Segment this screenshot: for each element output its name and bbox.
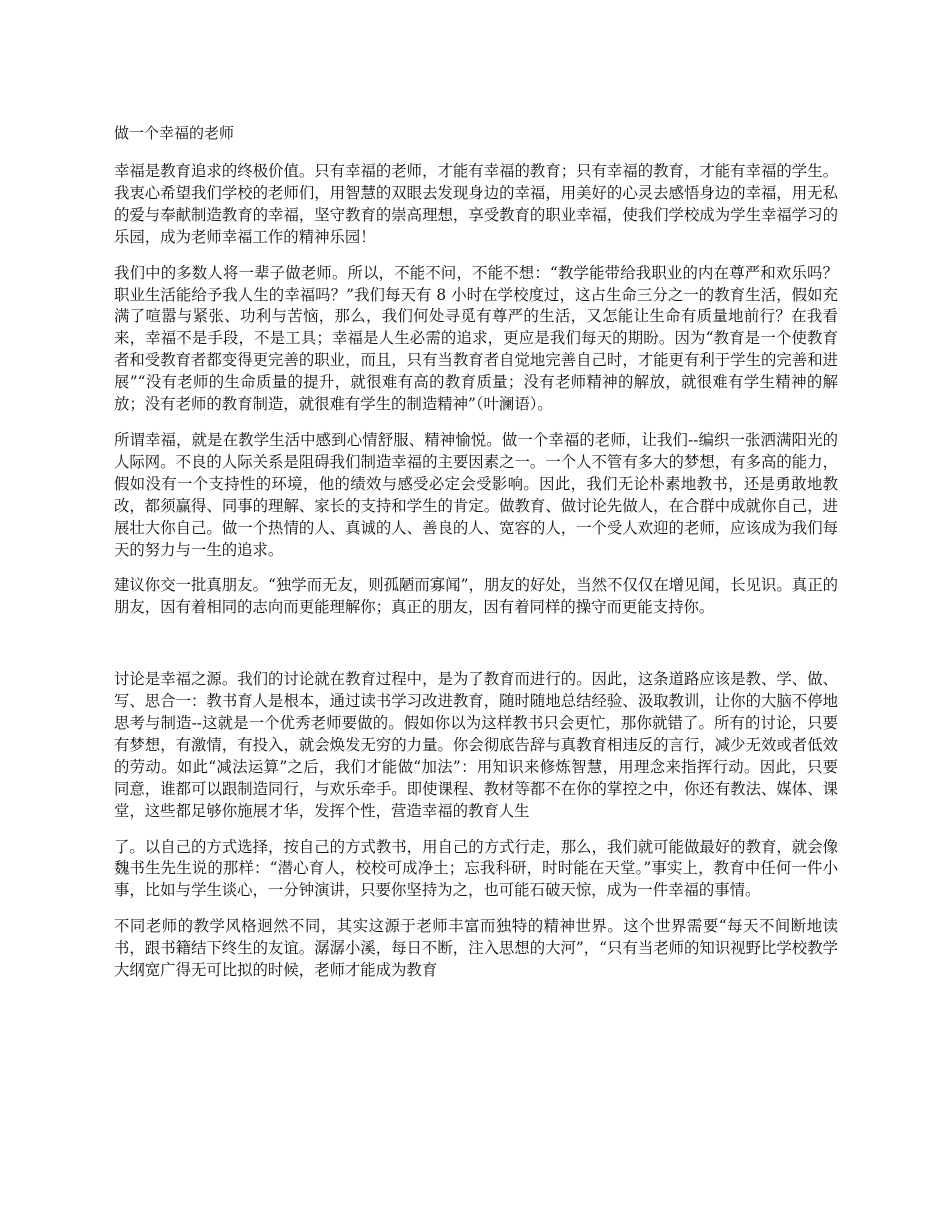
paragraph-teaching-style: 不同老师的教学风格迥然不同，其实这源于老师丰富而独特的精神世界。这个世界需要“每天不间断地读书，跟书籍结下终生的友谊。潺潺小溪，每日不断，注入思想的大河”，“只有当老师的知识视野比学校教学大纲宽广得无可比拟的时候，老师才能成为教育 [114,917,838,980]
document-page [114,122,838,996]
paragraph-teaching-dignity: 我们中的多数人将一辈子做老师。所以，不能不问，不能不想：“教学能带给我职业的内在尊严和欢乐吗？职业生活能给予我人生的幸福吗？”我们每天有 8 小时在学校度过，这占生命三分之一的教育生活，假如充满了喧嚣与紧张、功利与苦恼，那么，我们何处寻觅有尊严的生活，又怎能让生命有质量地前行？在我看来，幸福不是手段，不是工具；幸福是人生必需的追求，更应是我们每天的期盼。因为“教育是一个使教育者和受教育者都变得更完善的职业，而且，只有当教育者自觉地完善自己时，才能更有利于学生的完善和进展”“没有老师的生命质量的提升，就很难有高的教育质量；没有老师精神的解放，就很难有学生精神的解放；没有老师的教育制造，就很难有学生的制造精神”（叶澜语）。 [114,263,838,414]
paragraph-own-way: 了。以自己的方式选择，按自己的方式教书，用自己的方式行走，那么，我们就可能做最好的教育，就会像魏书生先生说的那样：“潜心育人，校校可成净土；忘我科研，时时能在天堂。”事实上，教育中任何一件小事，比如与学生谈心，一分钟演讲，只要你坚持为之，也可能石破天惊，成为一件幸福的事情。 [114,837,838,900]
paragraph-true-friends: 建议你交一批真朋友。“独学而无友，则孤陋而寡闻”，朋友的好处，当然不仅仅在增见闻，长见识。真正的朋友，因有着相同的志向而更能理解你；真正的朋友，因有着同样的操守而更能支持你。 [114,576,838,617]
paragraph-interpersonal-network: 所谓幸福，就是在教学生活中感到心情舒服、精神愉悦。做一个幸福的老师，让我们--编织一张洒满阳光的人际网。不良的人际关系是阻碍我们制造幸福的主要因素之一。一个人不管有多大的梦想，有多高的能力，假如没有一个支持性的环境，他的绩效与感受必定会受影响。因此，我们无论朴素地教书，还是勇敢地教改，都须赢得、同事的理解、家长的支持和学生的肯定。做教育、做讨论先做人，在合群中成就你自己，进展壮大你自己。做一个热情的人、真诚的人、善良的人、宽容的人，一个受人欢迎的老师，应该成为我们每天的努力与一生的追求。 [114,430,838,559]
paragraph-happiness-value: 幸福是教育追求的终极价值。只有幸福的老师，才能有幸福的教育；只有幸福的教育，才能有幸福的学生。我衷心希望我们学校的老师们，用智慧的双眼去发现身边的幸福，用美好的心灵去感悟身边的幸福，用无私的爱与奉献制造教育的幸福，坚守教育的崇高理想，享受教育的职业幸福，使我们学校成为学生幸福学习的乐园，成为老师幸福工作的精神乐园！ [114,162,838,246]
document-title: 做一个幸福的老师 [114,124,235,142]
section-spacer [114,633,838,669]
paragraph-research-source: 讨论是幸福之源。我们的讨论就在教育过程中，是为了教育而进行的。因此，这条道路应该是教、学、做、写、思合一：教书育人是根本，通过读书学习改进教育，随时随地总结经验、汲取教训，让你的大脑不停地思考与制造--这就是一个优秀老师要做的。假如你以为这样教书只会更忙，那你就错了。所有的讨论，只要有梦想，有激情，有投入，就会焕发无穷的力量。你会彻底告辞与真教育相违反的言行，减少无效或者低效的劳动。如此“减法运算”之后，我们才能做“加法”：用知识来修炼智慧，用理念来指挥行动。因此，只要同意，谁都可以跟制造同行，与欢乐牵手。即使课程、教材等都不在你的掌控之中，你还有教法、媒体、课堂，这些都足够你施展才华，发挥个性，营造幸福的教育人生 [114,670,838,820]
